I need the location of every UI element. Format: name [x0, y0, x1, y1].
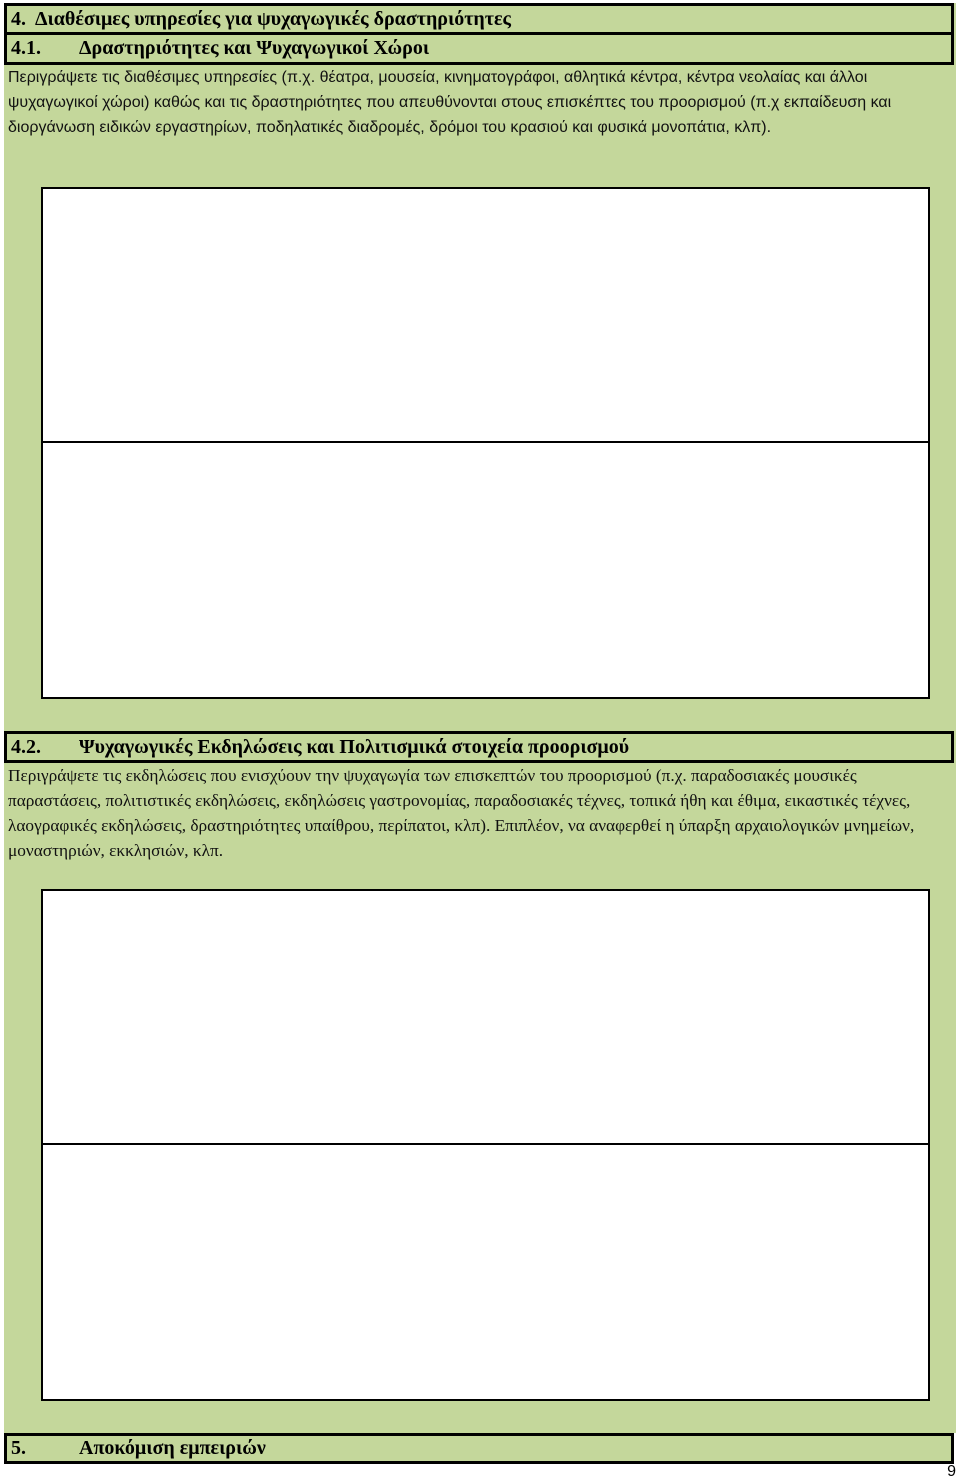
section-41-description: Περιγράψετε τις διαθέσιμες υπηρεσίες (π.χ. θέατρα, μουσεία, κινηματογράφοι, αθλητικά κέντρα, κέντρα νεολαίας και άλλοι ψυχαγωγικοί χώροι) καθώς και τις δραστηριότητες που απευθύνονται στους επισκέπτες του προορισμού (π.χ εκπαίδευση και διοργάνωση ειδικών εργαστηρίων, ποδηλατικές διαδρομές, δρόμοι του κρασιού και φυσικά μονοπάτια, κλπ). — [8, 69, 892, 136]
section-42-number: 4.2. — [11, 735, 41, 758]
section-42-heading — [4, 731, 954, 763]
activities-text-box-2[interactable] — [41, 443, 930, 699]
events-text-box-1[interactable] — [41, 889, 930, 1145]
section-5-number: 5. — [11, 1437, 26, 1459]
section-41-number: 4.1. — [11, 37, 41, 59]
section-5-heading — [4, 1433, 954, 1464]
activities-text-box-1[interactable] — [41, 187, 930, 443]
events-text-box-2[interactable] — [41, 1145, 930, 1401]
section-4-number: 4. — [11, 7, 26, 30]
section-4-title: Διαθέσιμες υπηρεσίες για ψυχαγωγικές δραστηριότητες — [35, 7, 511, 30]
section-42-title: Ψυχαγωγικές Εκδηλώσεις και Πολιτισμικά στοιχεία προορισμού — [79, 735, 630, 758]
section-41-heading — [4, 35, 954, 65]
section-42-description: Περιγράψετε τις εκδηλώσεις που ενισχύουν την ψυχαγωγία των επισκεπτών του προορισμού (π.χ. παραδοσιακές μουσικές παραστάσεις, πολιτιστικές εκδηλώσεις, εκδηλώσεις γαστρονομίας, παραδοσιακές τέχνες, τοπικά ήθη και έθιμα, εικαστικές τέχνες, λαογραφικές εκδηλώσεις, δραστηριότητες υπαίθρου, περίπατοι, κλπ). Επιπλέον, να αναφερθεί η ύπαρξη αρχαιολογικών μνημείων, μοναστηριών, εκκλησιών, κλπ. — [8, 766, 915, 860]
section-41-title: Δραστηριότητες και Ψυχαγωγικοί Χώροι — [79, 37, 430, 59]
page-number: 9 — [947, 1463, 956, 1480]
section-4-heading — [4, 3, 954, 35]
section-5-title: Αποκόμιση εμπειριών — [79, 1437, 266, 1459]
